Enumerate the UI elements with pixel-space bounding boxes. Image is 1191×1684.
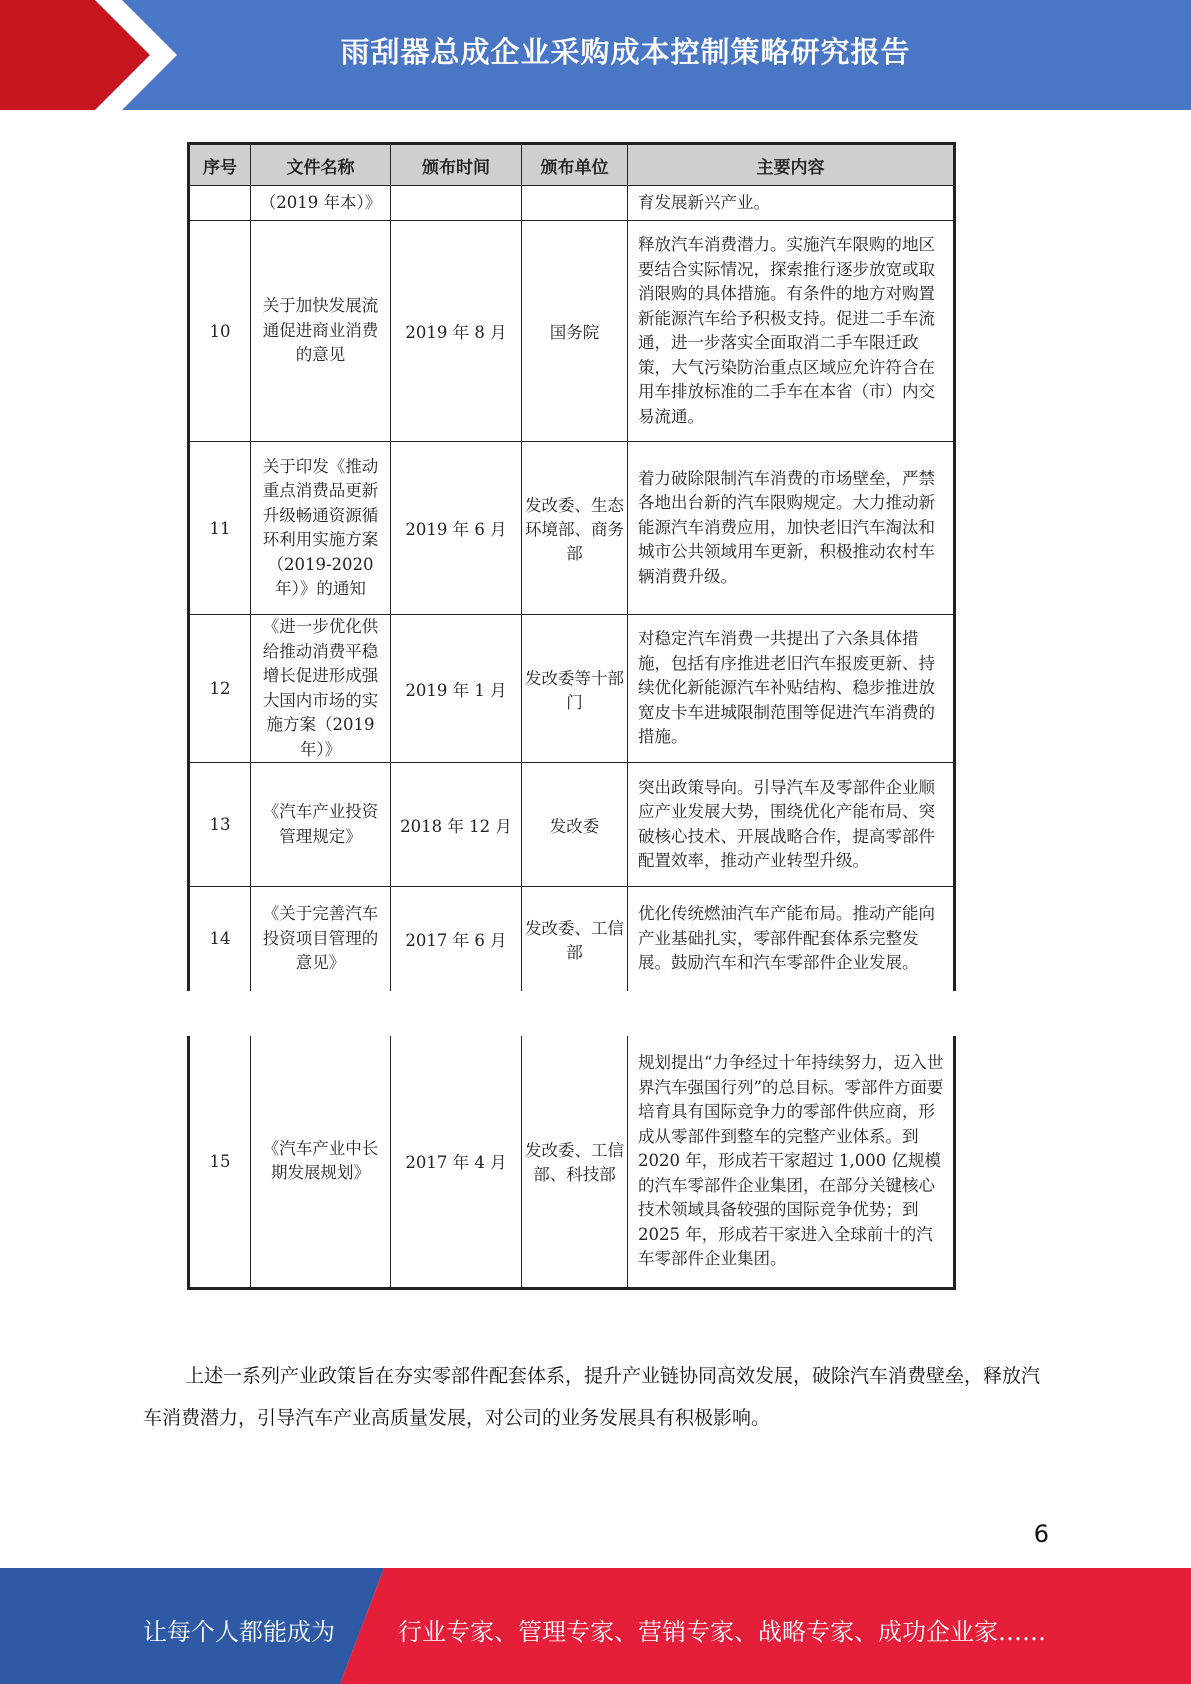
cell-name: 《汽车产业投资管理规定》 [251,763,391,887]
policy-table [187,142,956,991]
table-row [189,442,955,615]
footer-slogan-left: 让每个人都能成为 [143,1618,335,1646]
table-row [189,615,955,763]
cell-name: 关于印发《推动重点消费品更新升级畅通资源循环利用实施方案（2019-2020年）》的通知 [251,442,391,615]
cell-issuer: 发改委、生态环境部、商务部 [522,442,628,615]
cell-name: 《汽车产业中长期发展规划》 [251,1036,391,1288]
summary-paragraph: 上述一系列产业政策旨在夯实零部件配套体系，提升产业链协同高效发展，破除汽车消费壁垒，释放汽车消费潜力，引导汽车产业高质量发展，对公司的业务发展具有积极影响。 [143,1365,1041,1429]
cell-content: 对稳定汽车消费一共提出了六条具体措施，包括有序推进老旧汽车报废更新、持续优化新能源汽车补贴结构、稳步推进放宽皮卡车进城限制范围等促进汽车消费的措施。 [628,615,955,763]
cell-date: 2019 年 1 月 [391,615,522,763]
cell-issuer: 发改委、工信部 [522,887,628,991]
report-title: 雨刮器总成企业采购成本控制策略研究报告 [340,35,911,69]
column-header-issuer: 颁布单位 [522,144,628,186]
cell-date: 2017 年 6 月 [391,887,522,991]
cell-issuer: 国务院 [522,221,628,442]
cell-content: 突出政策导向。引导汽车及零部件企业顺应产业发展大势，围绕优化产能布局、突破核心技术、开展战略合作，提高零部件配置效率，推动产业转型升级。 [628,763,955,887]
cell-content: 着力破除限制汽车消费的市场壁垒，严禁各地出台新的汽车限购规定。大力推动新能源汽车消费应用，加快老旧汽车淘汰和城市公共领域用车更新，积极推动农村车辆消费升级。 [628,442,955,615]
column-header-content: 主要内容 [628,144,955,186]
column-header-date: 颁布时间 [391,144,522,186]
cell-date: 2019 年 6 月 [391,442,522,615]
cell-name: 《进一步优化供给推动消费平稳增长促进形成强大国内市场的实施方案（2019年）》 [251,615,391,763]
page-header [0,0,1191,110]
cell-no: 14 [189,887,251,991]
cell-date: 2019 年 8 月 [391,221,522,442]
cell-content: 规划提出“力争经过十年持续努力，迈入世界汽车强国行列”的总目标。零部件方面要培育具有国际竞争力的零部件供应商，形成从零部件到整车的完整产业体系。到 2020 年，形成若干家超过 1,000 亿规模的汽车零部件企业集团，在部分关键核心技术领域具备较强的国际竞争优势；到 2025 年，形成若干家进入全球前十的汽车零部件企业集团。 [628,1036,955,1288]
cell-content: 育发展新兴产业。 [628,186,955,221]
table-row [189,887,955,991]
cell-no: 13 [189,763,251,887]
cell-issuer: 发改委等十部门 [522,615,628,763]
cell-content: 优化传统燃油汽车产能布局。推动产能向产业基础扎实，零部件配套体系完整发展。鼓励汽车和汽车零部件企业发展。 [628,887,955,991]
cell-no: 10 [189,221,251,442]
column-header-no: 序号 [189,144,251,186]
table-row [189,763,955,887]
cell-issuer: 发改委、工信部、科技部 [522,1036,628,1288]
cell-issuer: 发改委 [522,763,628,887]
cell-content: 释放汽车消费潜力。实施汽车限购的地区要结合实际情况，探索推行逐步放宽或取消限购的具体措施。有条件的地方对购置新能源汽车给予积极支持。促进二手车流通，进一步落实全面取消二手车限迁政策，大气污染防治重点区域应允许符合在用车排放标准的二手车在本省（市）内交易流通。 [628,221,955,442]
cell-name: （2019 年本）》 [251,186,391,221]
page-footer [0,1568,1191,1684]
cell-name: 关于加快发展流通促进商业消费的意见 [251,221,391,442]
table-row [189,1036,955,1288]
cell-no [189,186,251,221]
policy-table-continued [187,1036,956,1290]
cell-issuer [522,186,628,221]
cell-date: 2018 年 12 月 [391,763,522,887]
cell-date [391,186,522,221]
table-header-row [189,144,955,186]
cell-name: 《关于完善汽车投资项目管理的意见》 [251,887,391,991]
table-row [189,221,955,442]
cell-no: 12 [189,615,251,763]
cell-date: 2017 年 4 月 [391,1036,522,1288]
table-row-continued [189,186,955,221]
cell-no: 15 [189,1036,251,1288]
page-number: 6 [1033,1520,1049,1548]
column-header-name: 文件名称 [251,144,391,186]
cell-no: 11 [189,442,251,615]
footer-slogan-right: 行业专家、管理专家、营销专家、战略专家、成功企业家…… [398,1618,1046,1646]
